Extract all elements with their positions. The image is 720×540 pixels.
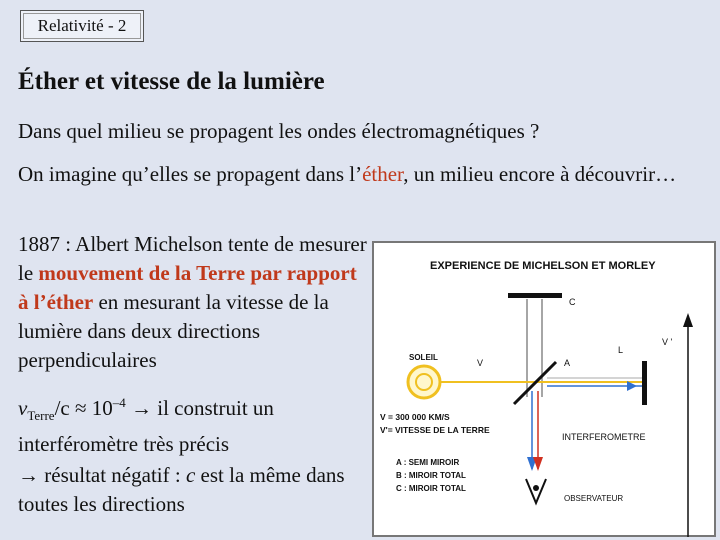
legend-mirror-a: A : SEMI MIROIR bbox=[396, 458, 460, 467]
slide-tag: Relativité - 2 bbox=[20, 10, 144, 42]
legend-earth-speed: V'= VITESSE DE LA TERRE bbox=[380, 425, 490, 435]
ether-outro: , un milieu encore à découvrir… bbox=[403, 162, 677, 186]
label-length: L bbox=[618, 345, 624, 355]
michelson-morley-figure bbox=[372, 241, 716, 537]
paragraph-question: Dans quel milieu se propagent les ondes électromagnétiques ? bbox=[18, 119, 540, 143]
velocity-subscript: Terre bbox=[27, 408, 55, 424]
ether-highlight: éther bbox=[362, 162, 404, 186]
velocity-symbol: v bbox=[18, 396, 28, 420]
label-observer: OBSERVATEUR bbox=[564, 494, 624, 503]
ratio-conclusion: → il construit un interféromètre très précis bbox=[18, 396, 274, 457]
ratio-expression: /c ≈ 10 bbox=[54, 396, 113, 420]
ratio-exponent: –4 bbox=[112, 395, 126, 410]
observer-pupil bbox=[533, 485, 539, 491]
label-mirror-a: A bbox=[564, 358, 571, 368]
mirror-b bbox=[642, 361, 647, 405]
light-speed-symbol: c bbox=[185, 463, 196, 487]
paragraph-ether bbox=[18, 160, 698, 189]
paragraph-michelson bbox=[18, 230, 370, 375]
ether-intro: On imagine qu’elles se propagent dans l’ bbox=[18, 162, 363, 186]
result-outro: est la même dans toutes les directions bbox=[18, 463, 345, 516]
michelson-highlight: mouvement de la Terre par rapport à l’éther bbox=[18, 261, 357, 314]
label-earth-velocity: V ' bbox=[662, 337, 673, 347]
paragraph-result bbox=[18, 461, 370, 519]
legend-mirror-b: B : MIROIR TOTAL bbox=[396, 471, 466, 480]
interferometer-diagram bbox=[372, 241, 716, 537]
label-light-velocity: V bbox=[477, 358, 484, 368]
label-mirror-c: C bbox=[569, 297, 576, 307]
figure-title: EXPERIENCE DE MICHELSON ET MORLEY bbox=[430, 260, 656, 272]
label-interferometer: INTERFEROMETRE bbox=[562, 432, 646, 442]
legend-mirror-c: C : MIROIR TOTAL bbox=[396, 484, 466, 493]
result-intro: → résultat négatif : bbox=[18, 463, 186, 487]
paragraph-ratio bbox=[18, 388, 370, 459]
sun-icon bbox=[408, 366, 440, 398]
slide-title: Éther et vitesse de la lumière bbox=[18, 68, 325, 95]
michelson-outro: en mesurant la vitesse de la lumière dans deux directions perpendiculaires bbox=[18, 290, 329, 372]
legend-light-speed: V = 300 000 KM/S bbox=[380, 412, 450, 422]
label-sun: SOLEIL bbox=[409, 353, 438, 362]
michelson-intro: 1887 : Albert Michelson tente de mesurer le bbox=[18, 232, 367, 285]
mirror-c bbox=[508, 293, 562, 298]
